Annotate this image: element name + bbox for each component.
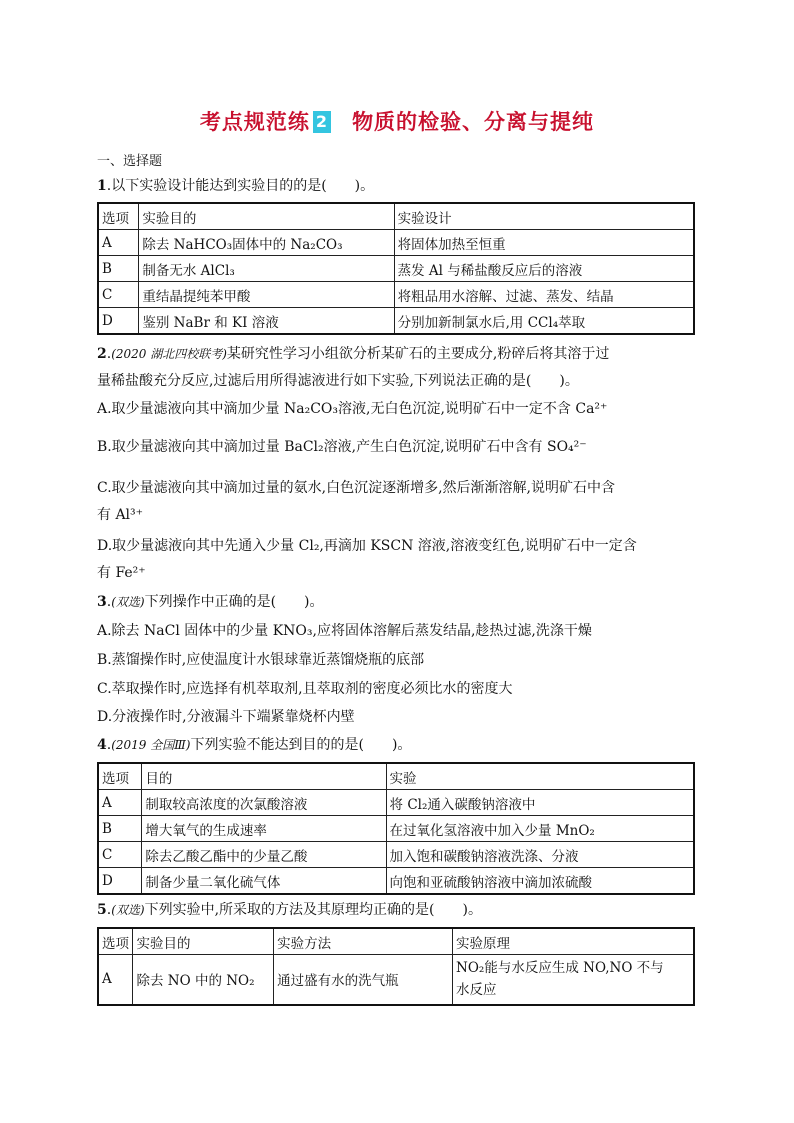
table-row: D 制备少量二氧化硫气体 向饱和亚硫酸钠溶液中滴加浓硫酸 (98, 868, 694, 895)
q5-table (97, 927, 695, 1006)
table-header-row: 选项 实验目的 实验设计 (98, 203, 694, 230)
table-header-row: 选项 实验目的 实验方法 实验原理 (98, 928, 694, 955)
table-row: B 增大氧气的生成速率 在过氧化氢溶液中加入少量 MnO₂ (98, 816, 694, 842)
table-row: A 除去 NaHCO₃固体中的 Na₂CO₃ 将固体加热至恒重 (98, 230, 694, 256)
table-row: A 除去 NO 中的 NO₂ 通过盛有水的洗气瓶 NO₂能与水反应生成 NO,NO 不与 水反应 (98, 955, 694, 1005)
q2-option-b: B.取少量滤液向其中滴加过量 BaCl₂溶液,产生白色沉淀,说明矿石中含有 SO₄²⁻ (97, 439, 587, 455)
q3-stem: 3.(双选)下列操作中正确的是( )。 (97, 594, 324, 610)
q2-option-a: A.取少量滤液向其中滴加少量 Na₂CO₃溶液,无白色沉淀,说明矿石中一定不含 Ca²⁺ (97, 401, 608, 417)
table-row: A 制取较高浓度的次氯酸溶液 将 Cl₂通入碳酸钠溶液中 (98, 790, 694, 816)
q2-option-d: D.取少量滤液向其中先通入少量 Cl₂,再滴加 KSCN 溶液,溶液变红色,说明矿石中一定含 (97, 538, 637, 554)
q2-option-c: C.取少量滤液向其中滴加过量的氨水,白色沉淀逐渐增多,然后渐渐溶解,说明矿石中含 (97, 480, 616, 496)
table-row: C 除去乙酸乙酯中的少量乙酸 加入饱和碳酸钠溶液洗涤、分液 (98, 842, 694, 868)
title-prefix: 考点规范练 (199, 110, 310, 134)
q3-option-b: B.蒸馏操作时,应使温度计水银球靠近蒸馏烧瓶的底部 (97, 652, 425, 668)
page-title (0, 106, 794, 136)
title-topic: 物质的检验、分离与提纯 (352, 110, 595, 134)
q4-stem: 4.(2019 全国Ⅲ)下列实验不能达到目的的是( )。 (97, 737, 412, 753)
q2-option-d-cont: 有 Fe²⁺ (97, 565, 146, 581)
section-heading: 一、选择题 (97, 154, 163, 169)
table-row: D 鉴别 NaBr 和 KI 溶液 分别加新制氯水后,用 CCl₄萃取 (98, 308, 694, 335)
q4-table (97, 762, 695, 895)
table-row: B 制备无水 AlCl₃ 蒸发 Al 与稀盐酸反应后的溶液 (98, 256, 694, 282)
q3-option-a: A.除去 NaCl 固体中的少量 KNO₃,应将固体溶解后蒸发结晶,趁热过滤,洗涤干燥 (97, 623, 592, 639)
table-header-row: 选项 目的 实验 (98, 763, 694, 790)
lesson-number-badge: 2 (313, 111, 331, 133)
q1-table (97, 202, 695, 335)
q2-stem: 2.(2020 湖北四校联考)某研究性学习小组欲分析某矿石的主要成分,粉碎后将其溶于过 (97, 346, 610, 362)
principle-cell: NO₂能与水反应生成 NO,NO 不与 水反应 (453, 955, 694, 1005)
q5-stem: 5.(双选)下列实验中,所采取的方法及其原理均正确的是( )。 (97, 902, 482, 918)
q2-stem-cont: 量稀盐酸充分反应,过滤后用所得滤液进行如下实验,下列说法正确的是( )。 (97, 373, 579, 389)
q3-option-d: D.分液操作时,分液漏斗下端紧靠烧杯内壁 (97, 709, 355, 725)
table-row: C 重结晶提纯苯甲酸 将粗品用水溶解、过滤、蒸发、结晶 (98, 282, 694, 308)
q1-stem: 1.以下实验设计能达到实验目的的是( )。 (97, 178, 375, 194)
q2-option-c-cont: 有 Al³⁺ (97, 507, 144, 523)
q3-option-c: C.萃取操作时,应选择有机萃取剂,且萃取剂的密度必须比水的密度大 (97, 681, 513, 697)
